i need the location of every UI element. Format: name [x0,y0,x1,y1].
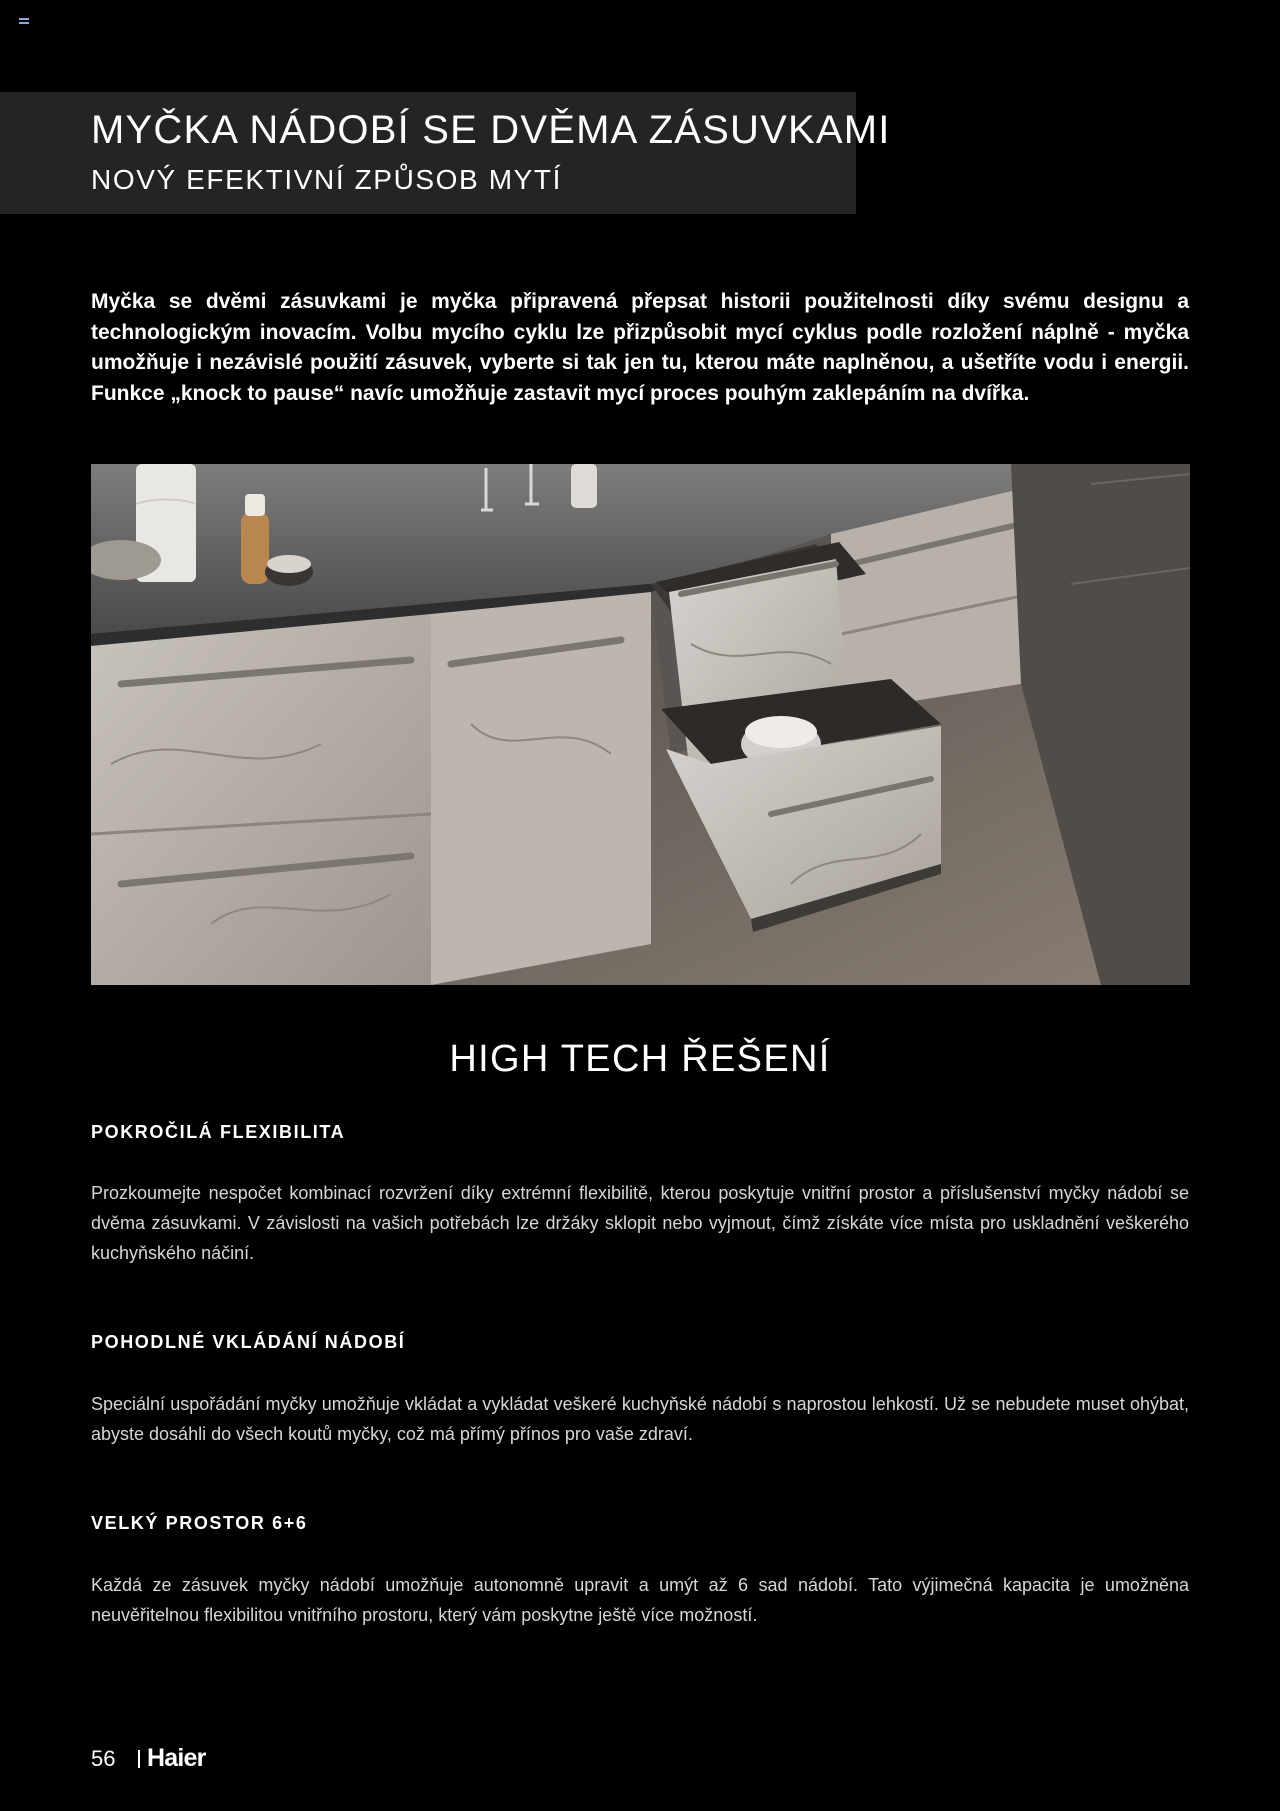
section-heading: HIGH TECH ŘEŠENÍ [449,1038,831,1080]
title-banner [0,92,891,214]
feature-title: VELKÝ PROSTOR 6+6 [91,1513,308,1533]
feature-text: Prozkoumejte nespočet kombinací rozvržení díky extrémní flexibilitě, kterou poskytuje vnitřní prostor a příslušenství myčky nádobí se dvěma zásuvkami. V závislosti na vašich potřebách lze držáky sklopit nebo vyjmout, čímž získáte více místa pro uskladnění veškerého kuchyňského náčiní. [91,1183,1189,1263]
feature-title: POKROČILÁ FLEXIBILITA [91,1122,346,1142]
footer-divider [138,1750,140,1768]
haier-logo: Haier [147,1744,206,1772]
intro-paragraph: Myčka se dvěmi zásuvkami je myčka připravená přepsat historii použitelnosti díky svému designu a technologickým inovacím. Volbu mycího cyklu lze přizpůsobit mycí cyklus podle rozložení náplně - myčka umožňuje i nezávislé použití zásuvek, vyberte si tak jen tu, kterou máte naplněnou, a ušetříte vodu i energii. Funkce „knock to pause“ navíc umožňuje zastavit mycí proces pouhým zaklepáním na dvířka. [91,290,1189,405]
feature-title: POHODLNÉ VKLÁDÁNÍ NÁDOBÍ [91,1332,406,1352]
feature-text: Speciální uspořádání myčky umožňuje vkládat a vykládat veškeré kuchyňské nádobí s naprostou lehkostí. Už se nebudete muset ohýbat, abyste dosáhli do všech koutů myčky, což má přímý přínos pro vaše zdraví. [91,1394,1189,1444]
page-number: 56 [91,1746,116,1771]
dishwasher-drawers-photo [91,464,1190,985]
feature-text: Každá ze zásuvek myčky nádobí umožňuje autonomně upravit a umýt až 6 sad nádobí. Tato výjimečná kapacita je umožněna neuvěřitelnou flexibilitou vnitřního prostoru, který vám poskytne ještě více možností. [91,1575,1189,1625]
menu-icon[interactable] [19,18,29,25]
page-subtitle: NOVÝ EFEKTIVNÍ ZPŮSOB MYTÍ [91,164,562,195]
page-title: MYČKA NÁDOBÍ SE DVĚMA ZÁSUVKAMI [91,108,891,152]
